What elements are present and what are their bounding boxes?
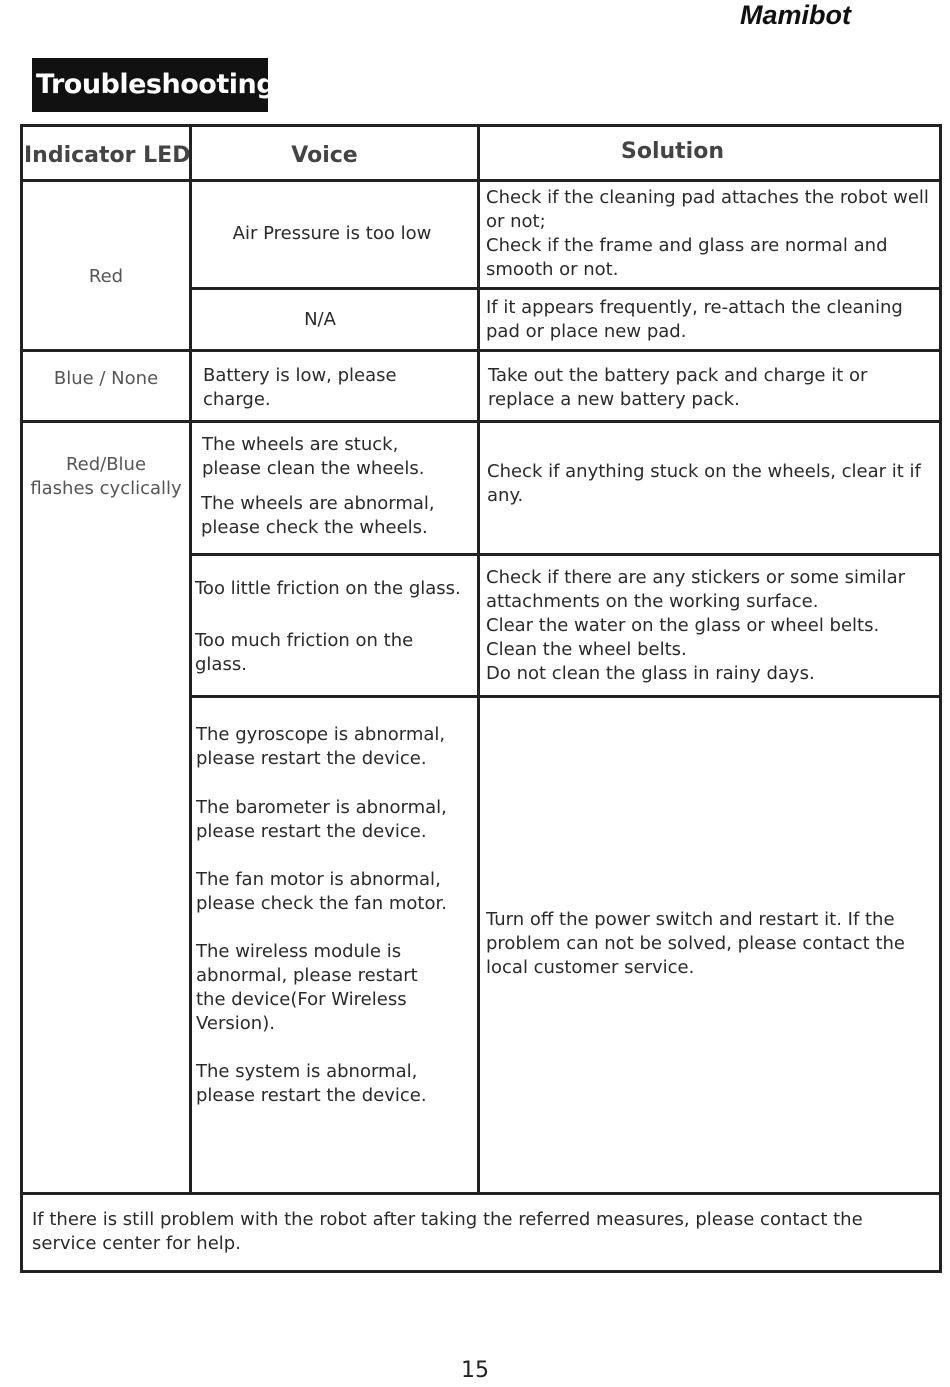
voice-much-friction: Too much friction on the glass. — [195, 630, 414, 675]
led-red: Red — [88, 266, 124, 287]
table-border-top — [20, 124, 942, 127]
table-column-divider — [477, 124, 480, 1195]
table-footer-note: If there is still problem with the robot after taking the referred measures, please contact the service center for help. — [32, 1209, 863, 1254]
table-border-bottom — [20, 1270, 942, 1273]
voice-barometer: The barometer is abnormal, please restart the device. — [196, 797, 447, 842]
voice-wireless-module: The wireless module is abnormal, please restart the device(For Wireless Version). — [196, 941, 418, 1034]
solution-wheels: Check if anything stuck on the wheels, clear it if any. — [487, 461, 921, 506]
voice-gyroscope: The gyroscope is abnormal, please restart the device. — [196, 724, 446, 769]
table-column-divider — [189, 124, 192, 1195]
led-red-blue-flashes: Red/Blue flashes cyclically — [30, 454, 182, 499]
table-divider — [190, 287, 942, 290]
voice-battery-low: Battery is low, please charge. — [203, 365, 397, 410]
voice-little-friction: Too little friction on the glass. — [195, 578, 461, 599]
solution-battery: Take out the battery pack and charge it or replace a new battery pack. — [488, 365, 868, 410]
table-divider — [20, 179, 942, 182]
voice-wheels-abnormal: The wheels are abnormal, please check the wheels. — [201, 493, 435, 538]
table-border-left — [20, 124, 23, 1273]
solution-friction: Check if there are any stickers or some similar attachments on the working surface. Clear the water on the glass or wheel belts. Clean the wheel belts. Do not clean the glass in rainy days. — [486, 567, 906, 684]
table-divider — [20, 420, 942, 423]
solution-air-pressure: Check if the cleaning pad attaches the robot well or not; Check if the frame and glass are normal and smooth or not. — [486, 187, 929, 280]
voice-air-pressure: Air Pressure is too low — [232, 223, 432, 244]
voice-wheels-stuck: The wheels are stuck, please clean the wheels. — [202, 434, 425, 479]
table-divider — [20, 1192, 942, 1195]
header-indicator-led: Indicator LED — [24, 143, 191, 168]
voice-na: N/A — [304, 309, 336, 330]
solution-reattach-pad: If it appears frequently, re-attach the cleaning pad or place new pad. — [486, 297, 903, 342]
voice-system: The system is abnormal, please restart the device. — [196, 1061, 427, 1106]
table-divider — [190, 553, 942, 556]
header-solution: Solution — [621, 139, 724, 164]
header-voice: Voice — [291, 143, 358, 168]
page-title: Troubleshooting — [32, 58, 268, 112]
led-blue-none: Blue / None — [53, 368, 159, 389]
solution-restart: Turn off the power switch and restart it. If the problem can not be solved, please contact the local customer service. — [486, 909, 905, 978]
voice-fan-motor: The fan motor is abnormal, please check the fan motor. — [196, 869, 447, 914]
brand-logo: Mamibot — [740, 0, 851, 30]
table-divider — [20, 349, 942, 352]
table-border-right — [939, 124, 942, 1273]
table-divider — [190, 695, 942, 698]
page-number: 15 — [461, 1358, 489, 1383]
